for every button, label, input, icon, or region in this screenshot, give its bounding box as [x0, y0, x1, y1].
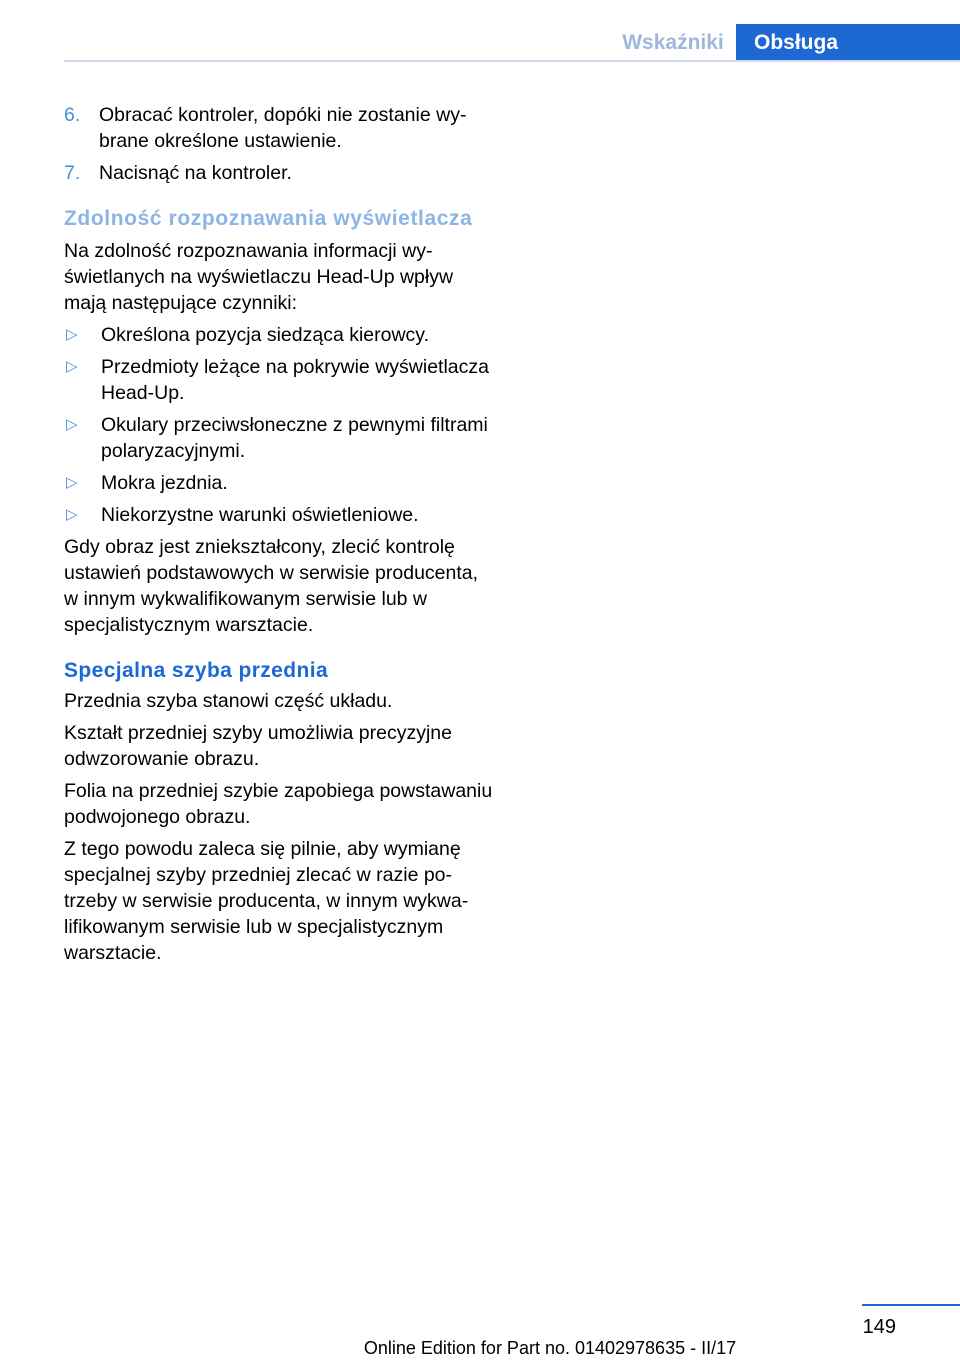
- bullet-triangle-icon: ▷: [66, 416, 78, 433]
- bullet-text: Okulary przeciwsłoneczne z pewnymi filtrami polaryzacyjnymi.: [101, 414, 488, 462]
- section-intro: Na zdolność rozpoznawania informacji wyświetlanych na wyświetlaczu Head-Up wpływ mają następujące czynniki:: [64, 240, 454, 314]
- page-number: 149: [862, 1316, 896, 1338]
- bullet-item: [64, 412, 494, 464]
- paragraph: Folia na przedniej szybie zapobiega powstawaniu podwojonego obrazu.: [64, 780, 493, 828]
- content-column: [64, 102, 494, 972]
- tab-wskazniki[interactable]: Wskaźniki: [622, 31, 724, 54]
- bullet-text: Mokra jezdnia.: [101, 472, 228, 494]
- bullet-item: [64, 354, 494, 406]
- paragraph: Kształt przedniej szyby umożliwia precyzyjne odwzorowanie obrazu.: [64, 722, 452, 770]
- bullet-item: [64, 322, 494, 348]
- footer-divider: [862, 1304, 960, 1306]
- bullet-text: Określona pozycja siedząca kierowcy.: [101, 324, 430, 346]
- step-number: 7.: [64, 162, 81, 184]
- section-outro: Gdy obraz jest zniekształcony, zlecić kontrolę ustawień podstawowych w serwisie producenta, w innym wykwalifikowanym serwisie lub w specjalistycznym warsztacie.: [64, 536, 479, 636]
- bullet-item: [64, 470, 494, 496]
- step-text: Nacisnąć na kontroler.: [99, 162, 292, 184]
- bullet-triangle-icon: ▷: [66, 506, 78, 523]
- bullet-triangle-icon: ▷: [66, 474, 78, 491]
- step-text: Obracać kontroler, dopóki nie zostanie wybrane określone ustawienie.: [99, 104, 467, 152]
- step-number: 6.: [64, 104, 81, 126]
- bullet-text: Przedmioty leżące na pokrywie wyświetlacza Head-Up.: [101, 356, 489, 404]
- step-item: [64, 102, 494, 154]
- bullet-triangle-icon: ▷: [66, 358, 78, 375]
- section-heading-recognition: Zdolność rozpoznawania wyświetlacza: [64, 207, 473, 230]
- bullet-text: Niekorzystne warunki oświetleniowe.: [101, 504, 419, 526]
- tab-obsluga[interactable]: Obsługa: [736, 24, 960, 62]
- header-divider: [64, 60, 960, 62]
- edition-footer: Online Edition for Part no. 01402978635 - II/17: [363, 1338, 737, 1358]
- section-heading-windshield: Specjalna szyba przednia: [64, 659, 329, 682]
- paragraph: Z tego powodu zaleca się pilnie, aby wymianę specjalnej szyby przedniej zlecać w razie potrzeby w serwisie producenta, w innym wykwalifikowanym serwisie lub w specjalistycznym warsztacie.: [64, 838, 469, 964]
- bullet-item: [64, 502, 494, 528]
- step-item: [64, 160, 494, 186]
- bullet-triangle-icon: ▷: [66, 326, 78, 343]
- paragraph: Przednia szyba stanowi część układu.: [64, 690, 393, 712]
